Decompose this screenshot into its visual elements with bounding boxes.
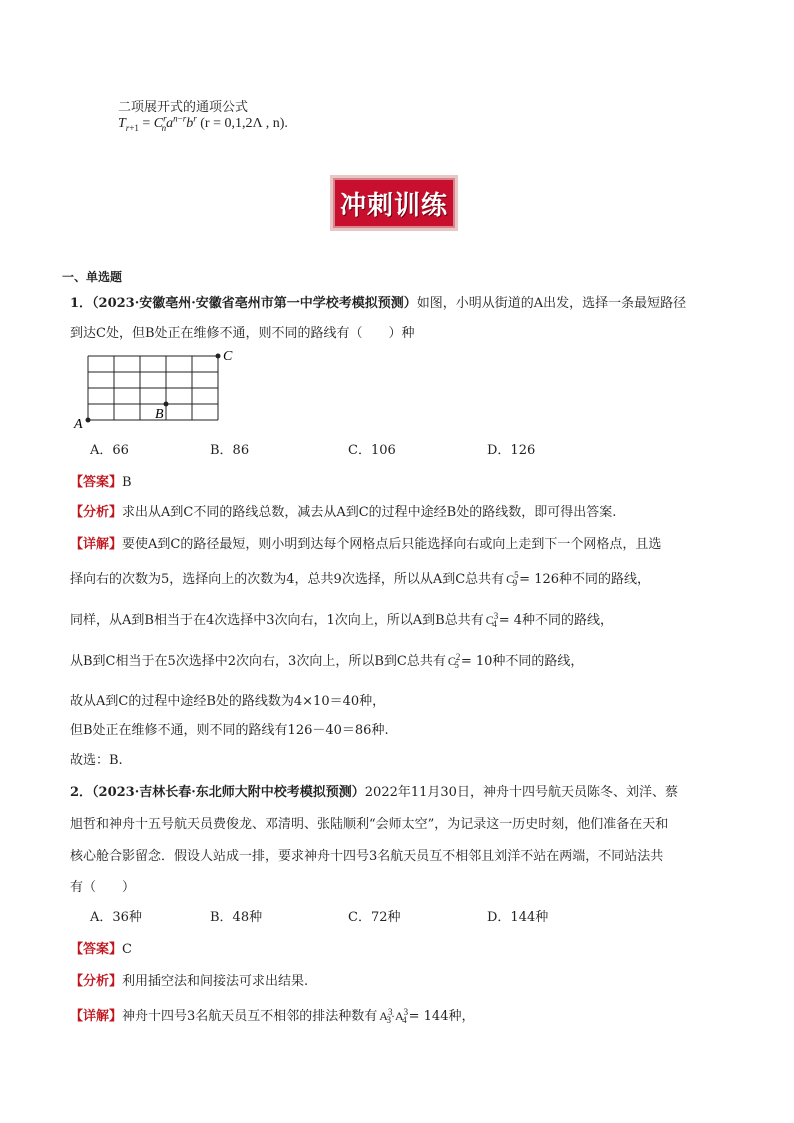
detail-tag: 【详解】 [70,537,123,552]
answer-tag: 【答案】 [70,942,123,957]
badge-text: 冲刺训练 [339,190,448,221]
q2-number: 2． [70,785,93,800]
street-grid-figure [72,348,242,430]
q1-analysis [70,501,616,520]
answer-tag: 【答案】 [70,475,123,490]
q2-analysis-text: 利用插空法和间接法可求出结果. [122,974,309,989]
q1-detail-line4: 从B到C相当于在5次选择中2次向右，3次向上，所以B到C总共有 $C^2_5 = 10$种不同的路线， [70,652,584,671]
q1-number: 1． [70,296,93,311]
label-c: C [223,349,233,364]
q2-stem-line1: 2022年11月30日，神舟十四号航天员陈冬、刘洋、蔡 [364,785,678,800]
q1-detail-line3: 同样，从A到B相当于在4次选择中3次向右，1次向上，所以A到B总共有 $C^3_4 = 4$种不同的路线， [70,611,614,630]
q1-detail-line2: 择向右的次数为5，选择向上的次数为4，总共9次选择，所以从A到C总共有 $C^5_9 = 126$种不同的路线， [70,570,651,589]
combination-c95: $C^5_9$ [506,570,519,589]
point-a [86,418,91,423]
arrangement-a33-a43: $A^3_3\cdot A^3_4$ [379,1007,409,1026]
q1-option-c[interactable]: C．106 [348,443,396,458]
q1-detail-line1: 【详解】要使A到C的路径最短，则小明到达每个网格点后只能选择向右或向上走到下一个网格点，且选 [70,537,662,552]
q1-source: （2023·安徽亳州·安徽省亳州市第一中学校考模拟预测） [92,296,417,311]
q2-analysis [70,970,308,989]
q1-stem [70,292,686,311]
analysis-tag: 【分析】 [70,974,123,989]
q1-answer-value: B [122,475,132,490]
q1-detail-line5: 故从A到C的过程中途经B处的路线数为4×10＝40种， [70,694,386,709]
q2-option-d[interactable]: D．144种 [487,910,549,925]
q1-answer [70,471,132,490]
q2-stem-line4: 有（ ） [70,880,136,895]
label-b: B [155,407,164,422]
q2-detail-line1: 【详解】神舟十四号3名航天员互不相邻的排法种数有 $A^3_3\cdot A^3_4 = 144$种， [70,1007,475,1026]
q2-answer-value: C [122,942,132,957]
point-c [216,354,221,359]
q1-detail-line6: 但B处正在维修不通，则不同的路线有126－40＝86种. [70,723,389,738]
q2-answer [70,938,132,957]
q1-analysis-text: 求出从A到C不同的路线总数，减去从A到C的过程中途经B处的路线数，即可得出答案. [122,505,617,520]
q2-option-c[interactable]: C．72种 [348,910,401,925]
label-a: A [74,417,83,430]
q1-option-d[interactable]: D．126 [487,443,536,458]
q1-stem-line2: 到达C处，但B处正在维修不通，则不同的路线有（ ）种 [70,326,415,341]
combination-c52: $C^2_5$ [447,652,461,671]
q1-conclusion: 故选：B. [70,753,123,768]
q1-option-a[interactable]: A．66 [90,443,129,458]
q1-option-b[interactable]: B．86 [210,443,250,458]
q2-option-b[interactable]: B．48种 [210,910,263,925]
analysis-tag: 【分析】 [70,505,123,520]
section-heading: 一、单选题 [62,270,123,284]
q2-stem [70,781,678,800]
q2-option-a[interactable]: A．36种 [90,910,142,925]
q2-stem-line2: 旭哲和神舟十五号航天员费俊龙、邓清明、张陆顺利“会师太空”，为记录这一历史时刻，他们准备在天和 [70,817,669,832]
q1-stem-line1: 如图，小明从街道的A出发，选择一条最短路径 [416,296,687,311]
formula-title: 二项展开式的通项公式 [118,100,249,115]
q2-stem-line3: 核心舱合影留念．假设人站成一排，要求神舟十四号3名航天员互不相邻且刘洋不站在两端，不同站法共 [70,849,664,864]
binomial-term-formula: $T_{r+1} = C^r_na^{n-r}b^r$ (r = 0,1,2Λ , n). [118,113,288,133]
formula-suffix: (r = 0,1,2Λ , n). [200,116,288,131]
detail-tag: 【详解】 [70,1009,123,1024]
q2-source: （2023·吉林长春·东北师大附中校考模拟预测） [92,785,365,800]
section-badge [330,175,458,231]
point-b [164,402,169,407]
combination-c43: $C^3_4$ [485,611,499,630]
